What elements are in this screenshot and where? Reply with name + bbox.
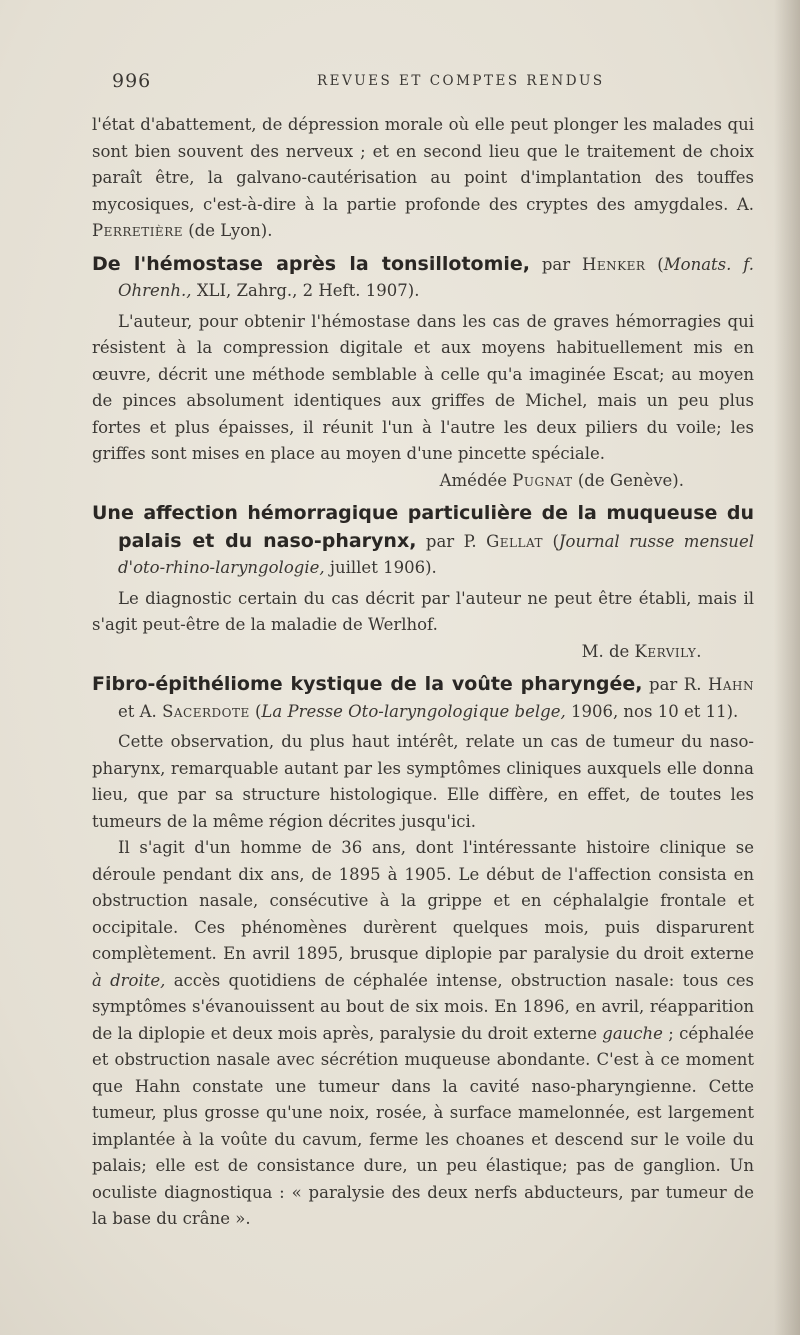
signature-prefix: A. — [736, 194, 754, 214]
article-1-source-journal: Monats. f. Ohrenh., — [118, 254, 754, 300]
article-2-source-open: ( — [552, 531, 559, 551]
article-2-title: Une affection hémorragique particulière de la muqueuse du palais et du naso-pharynx, — [92, 502, 754, 552]
article-3-paragraph-2 — [92, 835, 754, 1233]
article-3-paragraph-2-italic-1: à droite, — [92, 970, 166, 990]
article-1-by: par — [541, 254, 571, 274]
article-3-author-1: Hahn — [707, 675, 754, 694]
page-body — [92, 112, 754, 1233]
article-3-source-open: ( — [254, 701, 262, 721]
signature-place: (de Lyon). — [188, 221, 273, 240]
article-2-by: par P. — [425, 531, 477, 551]
article-1-signature-name: Pugnat — [512, 470, 573, 490]
article-3-citation — [92, 671, 754, 725]
intro-text: l'état d'abattement, de dépression morale où elle peut plonger les malades qui sont bien souvent des nerveux ; et en second lieu que le traitement de choix paraît être, la galvano-cautérisation au point d'implantation des touffes mycosiques, c'est-à-dire à la partie profonde des cryptes des amygdales. — [92, 115, 754, 214]
article-1-author: Henker — [582, 254, 646, 274]
article-1-source-rest: XLI, Zahrg., 2 Heft. 1907). — [196, 281, 420, 300]
article-3-source-journal: La Presse Oto-laryngologique belge, — [261, 701, 566, 721]
article-2-source-rest: juillet 1906). — [329, 558, 437, 577]
running-head — [112, 70, 762, 94]
article-1-signature-place: (de Genève). — [577, 470, 684, 490]
article-2-source-journal: Journal russe mensuel d'oto-rhino-laryngologie, — [118, 531, 754, 577]
intro-paragraph — [92, 112, 754, 245]
article-2-citation — [92, 500, 754, 582]
article-3-paragraph-2-italic-2: gauche — [602, 1023, 663, 1043]
article-3-paragraph-2-c: ; céphalée et obstruction nasale avec sécrétion muqueuse abondante. C'est à ce moment que Hahn constate une tumeur dans la cavité naso-pharyngienne. Cette tumeur, plus grosse qu'une noix, rosée, à surface mamelonnée, est largement implantée à la voûte du cavum, ferme les choanes et descend sur le voile du palais; elle est de consistance dure, un peu élastique; pas de ganglion. Un oculiste diagnostiqua : « paralysie des deux nerfs abducteurs, par tumeur de la base du crâne ». — [92, 1023, 754, 1228]
article-3-by: par R. — [649, 675, 702, 694]
article-2-author: Gellat — [486, 531, 543, 551]
article-2-signature — [92, 639, 754, 666]
article-3-paragraph-2-b: accès quotidiens de céphalée intense, obstruction nasale: tous ces symptômes s'évanouissent au bout de six mois. En 1896, en avril, réapparition de la diplopie et deux mois après, paralysie du droit externe — [92, 970, 754, 1043]
article-3-paragraph-1: Cette observation, du plus haut intérêt, relate un cas de tumeur du naso-pharynx, remarquable autant par les symptômes cliniques auxquels elle donna lieu, que par sa structure histologique. Elle diffère, en effet, de toutes les tumeurs de la même région décrites jusqu'ici. — [92, 732, 754, 831]
article-3-title: Fibro-épithéliome kystique de la voûte pharyngée, — [92, 673, 643, 695]
article-3-and: et A. — [118, 701, 157, 721]
article-1-citation — [92, 251, 754, 305]
article-3-paragraph-2-a: Il s'agit d'un homme de 36 ans, dont l'intéressante histoire clinique se déroule pendant dix ans, de 1895 à 1905. Le début de l'affection consista en obstruction nasale, consécutive à la grippe et en céphalalgie frontale et occipitale. Ces phénomènes durèrent quelques mois, puis disparurent complètement. En avril 1895, brusque diplopie par paralysie du droit externe — [92, 838, 754, 963]
article-2-body: Le diagnostic certain du cas décrit par l'auteur ne peut être établi, mais il s'agit peut-être de la maladie de Werlhof. — [92, 588, 754, 634]
article-1-signature — [92, 468, 754, 495]
page-number: 996 — [112, 70, 152, 92]
signature-name: Perretière — [92, 221, 183, 240]
journal-title: REVUES ET COMPTES RENDUS — [317, 73, 605, 89]
article-3-author-2: Sacerdote — [162, 701, 250, 721]
article-1-body: L'auteur, pour obtenir l'hémostase dans les cas de graves hémorragies qui résistent à la compression digitale et aux moyens habituellement mis en œuvre, décrit une méthode semblable à celle qu'a imaginée Escat; au moyen de pinces absolument identiques aux griffes de Michel, mais un peu plus fortes et plus épaisses, il réunit l'un à l'autre les deux piliers du voile; les griffes sont mises en place au moyen d'une pincette spéciale. — [92, 311, 754, 463]
article-2-signature-name: Kervily. — [634, 641, 702, 661]
article-2-signature-prefix: M. de — [581, 641, 630, 661]
article-3-source-rest: 1906, nos 10 et 11). — [570, 701, 739, 721]
article-1-source-open: ( — [657, 254, 664, 274]
article-1-title: De l'hémostase après la tonsillotomie, — [92, 252, 530, 275]
article-1-signature-first: Amédée — [439, 470, 508, 490]
